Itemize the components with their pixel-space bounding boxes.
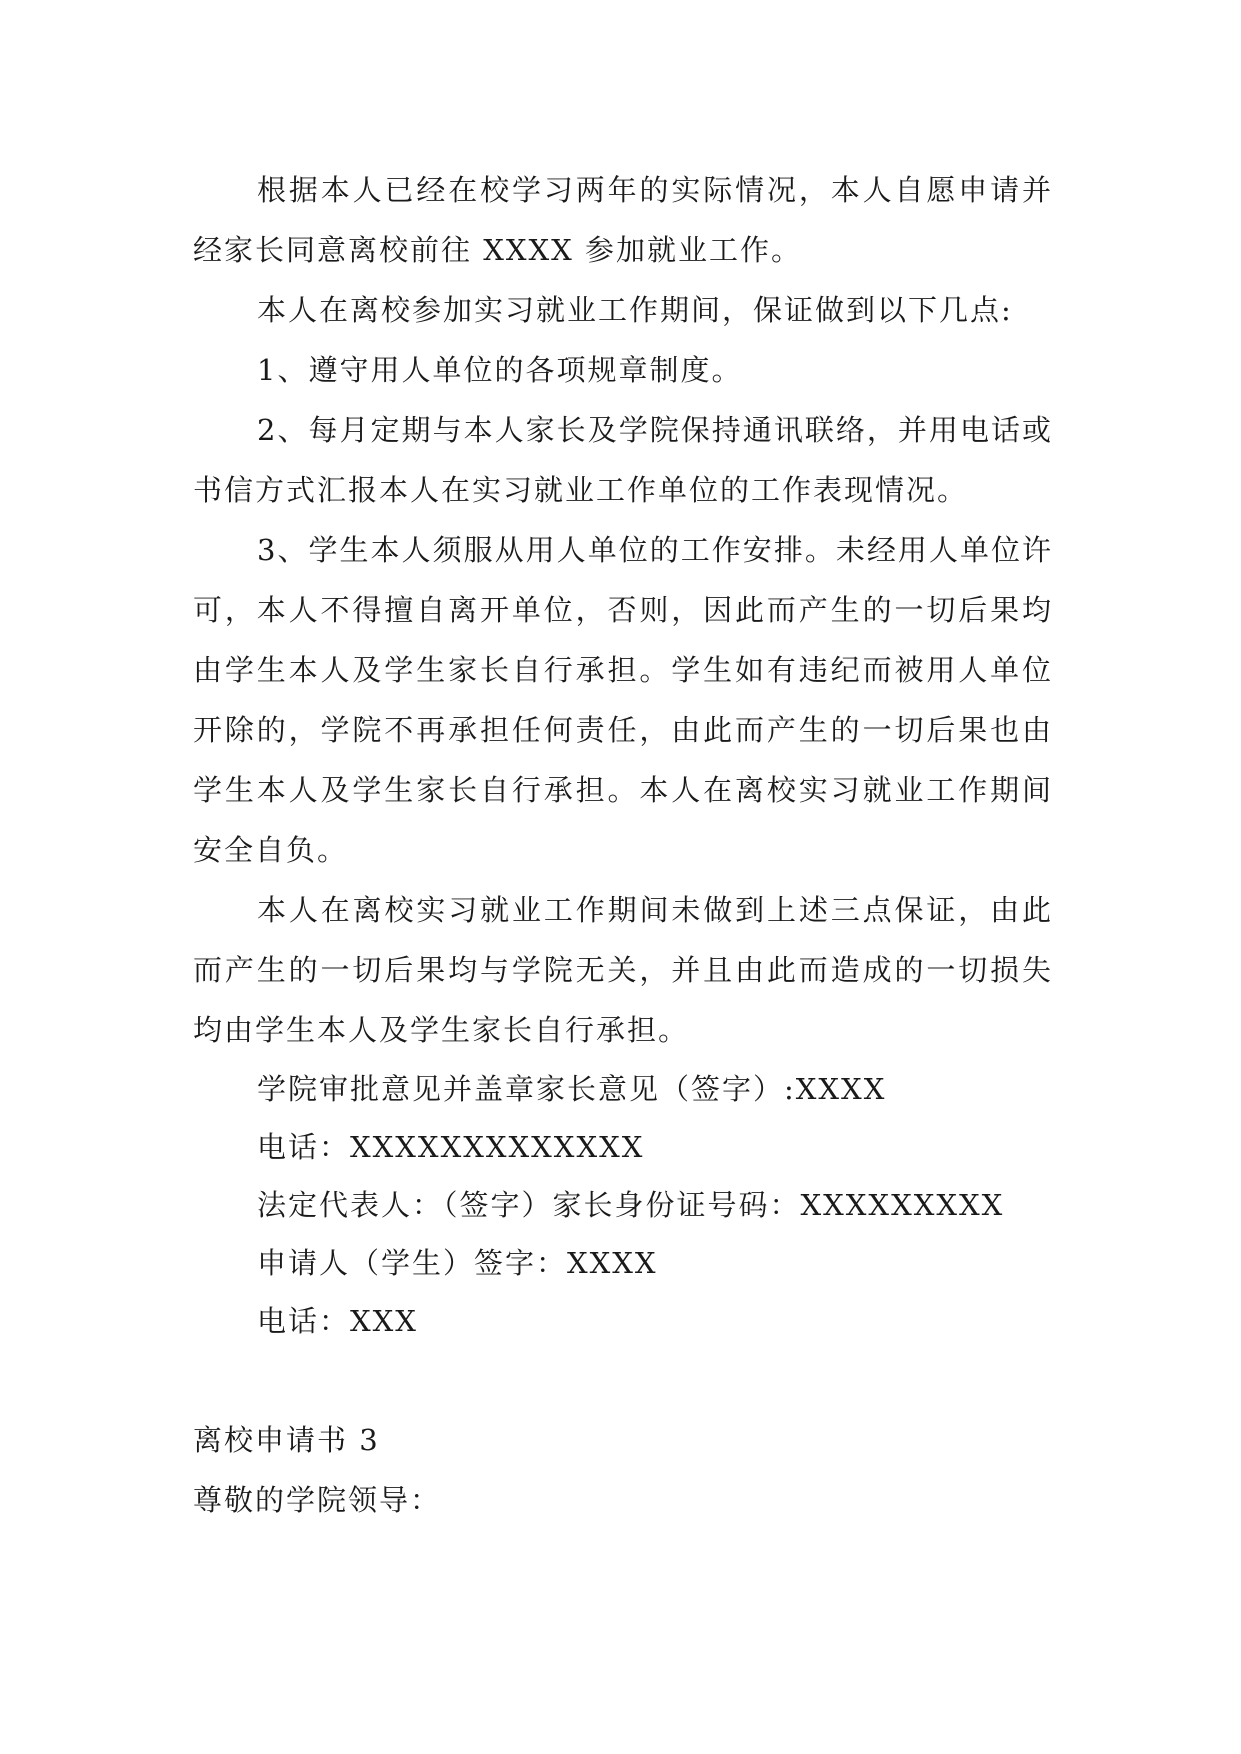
salutation: 尊敬的学院领导： — [193, 1483, 442, 1517]
signature-line-approval: 学院审批意见并盖章家长意见（签字）:XXXX — [257, 1072, 887, 1106]
paragraph-liability: 本人在离校实习就业工作期间未做到上述三点保证，由此而产生的一切后果均与学院无关，并且由此而造成的一切损失均由学生本人及学生家长自行承担。 — [193, 893, 1053, 1047]
paragraph-application: 根据本人已经在校学习两年的实际情况，本人自愿申请并经家长同意离校前往 XXXX 参加就业工作。 — [193, 173, 1053, 267]
signature-line-legal-rep: 法定代表人：（签字）家长身份证号码：XXXXXXXXX — [257, 1188, 1005, 1222]
document-content — [193, 160, 1053, 1530]
signature-line-applicant: 申请人（学生）签字：XXXX — [257, 1246, 658, 1280]
list-item-3: 3、学生本人须服从用人单位的工作安排。未经用人单位许可，本人不得擅自离开单位，否则，因此而产生的一切后果均由学生本人及学生家长自行承担。学生如有违纪而被用人单位开除的，学院不再承担任何责任，由此而产生的一切后果也由学生本人及学生家长自行承担。本人在离校实习就业工作期间安全自负。 — [193, 533, 1053, 867]
section-spacer — [193, 1350, 1053, 1410]
list-item-1: 1、遵守用人单位的各项规章制度。 — [257, 353, 743, 387]
signature-line-phone: 电话：XXXXXXXXXXXXX — [257, 1130, 645, 1164]
list-item-2: 2、每月定期与本人家长及学院保持通讯联络，并用电话或书信方式汇报本人在实习就业工作单位的工作表现情况。 — [193, 413, 1053, 507]
paragraph-guarantee-intro: 本人在离校参加实习就业工作期间，保证做到以下几点: — [257, 293, 1013, 327]
signature-line-applicant-phone: 电话：XXX — [257, 1304, 418, 1338]
section-title: 离校申请书 3 — [193, 1423, 380, 1457]
